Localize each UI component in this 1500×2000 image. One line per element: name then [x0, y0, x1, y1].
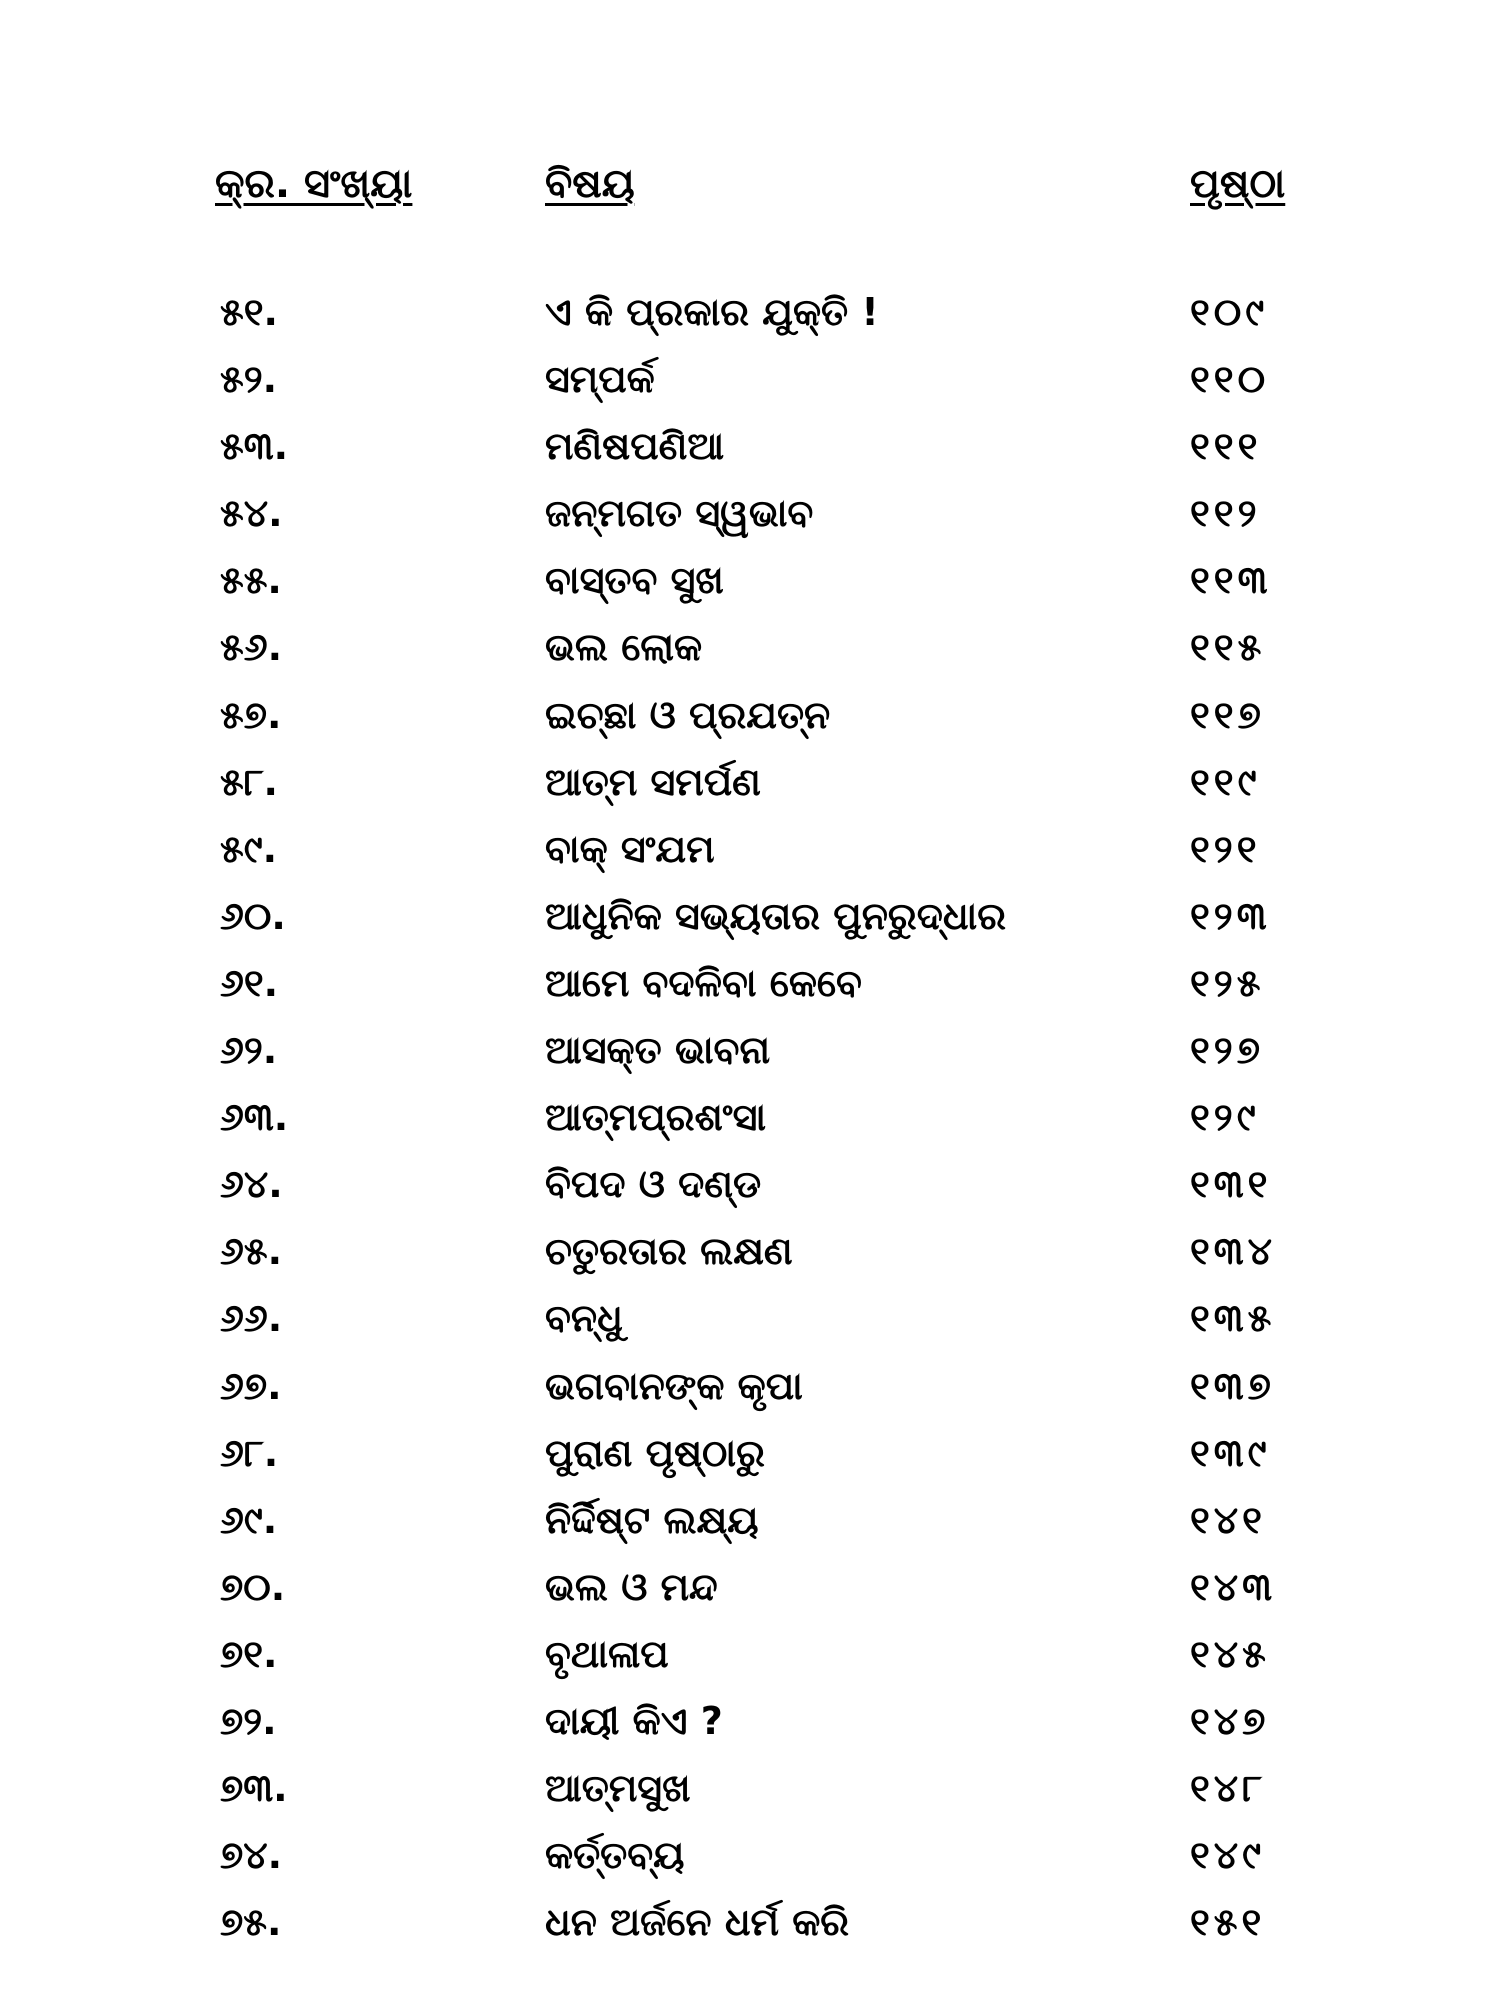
entry-serial-number: ୬୮.	[220, 1430, 279, 1475]
entry-page-number: ୧୩୯	[1190, 1430, 1271, 1475]
entry-page-number: ୧୧୯	[1190, 759, 1261, 804]
contents-entry	[0, 290, 1500, 357]
entry-page-number: ୧୦୯	[1190, 290, 1269, 334]
entry-topic: ଏ କି ପ୍ରକାର ଯୁକ୍ତି !	[545, 290, 879, 334]
entry-serial-number: ୫୧.	[220, 290, 278, 334]
entry-serial-number: ୫୮.	[220, 759, 278, 804]
contents-entry	[0, 1632, 1500, 1699]
serial-number-heading: କ୍ର. ସଂଖ୍ୟା	[215, 161, 413, 207]
entry-page-number: ୧୫୧	[1190, 1900, 1266, 1945]
entry-page-number: ୧୧୧	[1190, 424, 1262, 469]
contents-list	[0, 290, 1500, 1967]
entry-topic: ଜନ୍ମଗତ ସ୍ୱଭାବ	[545, 491, 814, 536]
entry-serial-number: ୭୪.	[220, 1833, 283, 1878]
entry-page-number: ୧୪୮	[1190, 1766, 1266, 1811]
contents-entry	[0, 1565, 1500, 1632]
entry-serial-number: ୬୭.	[220, 1363, 282, 1408]
entry-page-number: ୧୪୩	[1190, 1564, 1277, 1609]
contents-entry	[0, 760, 1500, 827]
entry-page-number: ୧୪୧	[1190, 1497, 1266, 1542]
contents-entry	[0, 961, 1500, 1028]
contents-entry	[0, 1028, 1500, 1095]
entry-serial-number: ୫୪.	[220, 491, 283, 536]
entry-topic: ଚତୁରତାର ଲକ୍ଷଣ	[545, 1229, 793, 1274]
entry-topic: ଇଚ୍ଛା ଓ ପ୍ରଯତ୍ନ	[545, 692, 831, 737]
contents-entry	[0, 1364, 1500, 1431]
entry-page-number: ୧୪୭	[1190, 1698, 1270, 1743]
entry-topic: ଆସକ୍ତ ଭାବନା	[545, 1028, 771, 1073]
contents-entry	[0, 894, 1500, 961]
entry-topic: ବନ୍ଧୁ	[545, 1296, 623, 1341]
entry-page-number: ୧୪୫	[1190, 1631, 1270, 1676]
entry-serial-number: ୬୦.	[220, 893, 286, 938]
entry-page-number: ୧୩୫	[1190, 1296, 1276, 1341]
contents-entry	[0, 357, 1500, 424]
contents-entry	[0, 1833, 1500, 1900]
entry-topic: ଆତ୍ମ ସମର୍ପଣ	[545, 759, 761, 804]
entry-topic: ଭଲ ଲୋକ	[545, 625, 703, 670]
contents-entry	[0, 1229, 1500, 1296]
contents-entry	[0, 827, 1500, 894]
contents-entry	[0, 558, 1500, 625]
contents-entry	[0, 625, 1500, 692]
page-heading: ପୃଷ୍ଠା	[1190, 161, 1286, 207]
entry-serial-number: ୭୦.	[220, 1564, 286, 1609]
entry-page-number: ୧୧୭	[1190, 692, 1265, 737]
entry-page-number: ୧୧୨	[1190, 491, 1261, 536]
entry-topic: ସମ୍ପର୍କ	[545, 357, 655, 402]
entry-topic: ନିର୍ଦ୍ଦିଷ୍ଟ ଲକ୍ଷ୍ୟ	[545, 1497, 759, 1542]
entry-page-number: ୧୧୫	[1190, 625, 1266, 670]
entry-serial-number: ୬୨.	[220, 1028, 278, 1073]
entry-topic: ଭଲ ଓ ମନ୍ଦ	[545, 1564, 718, 1609]
entry-page-number: ୧୩୧	[1190, 1162, 1272, 1207]
entry-topic: ପୁରାଣ ପୃଷ୍ଠାରୁ	[545, 1430, 765, 1475]
entry-page-number: ୧୨୫	[1190, 960, 1265, 1005]
entry-serial-number: ୬୩.	[220, 1095, 289, 1140]
contents-entry	[0, 1900, 1500, 1967]
contents-header-row	[0, 160, 1500, 220]
contents-entry	[0, 1095, 1500, 1162]
entry-topic: ବାସ୍ତବ ସୁଖ	[545, 558, 724, 603]
entry-page-number: ୧୨୯	[1190, 1095, 1260, 1140]
entry-topic: ଧନ ଅର୍ଜନେ ଧର୍ମ କରି	[545, 1900, 850, 1945]
entry-serial-number: ୫୩.	[220, 424, 289, 469]
entry-topic: ଭଗବାନଙ୍କ କୃପା	[545, 1363, 803, 1408]
contents-entry	[0, 1296, 1500, 1363]
entry-serial-number: ୬୧.	[220, 960, 279, 1005]
entry-serial-number: ୫୭.	[220, 692, 282, 737]
entry-topic: ବୃଥାଳାପ	[545, 1631, 669, 1676]
entry-page-number: ୧୧୦	[1190, 357, 1270, 402]
entry-page-number: ୧୩୭	[1190, 1363, 1275, 1408]
contents-entry	[0, 1162, 1500, 1229]
contents-entry	[0, 1766, 1500, 1833]
entry-topic: ବାକ୍ ସଂଯମ	[545, 826, 715, 871]
entry-page-number: ୧୩୪	[1190, 1229, 1277, 1274]
contents-entry	[0, 1431, 1500, 1498]
contents-entry	[0, 1498, 1500, 1565]
contents-entry	[0, 693, 1500, 760]
entry-serial-number: ୭୫.	[220, 1900, 282, 1945]
entry-serial-number: ୬୯.	[220, 1497, 278, 1542]
contents-entry	[0, 424, 1500, 491]
entry-page-number: ୧୧୩	[1190, 558, 1272, 603]
entry-serial-number: ୭୨.	[220, 1698, 277, 1743]
entry-serial-number: ୬୪.	[220, 1162, 283, 1207]
entry-topic: ଆଧୁନିକ ସଭ୍ୟତାର ପୁନରୁଦ୍ଧାର	[545, 893, 1007, 938]
topic-heading: ବିଷୟ	[545, 161, 635, 207]
entry-serial-number: ୫୨.	[220, 357, 278, 402]
entry-topic: ଆମେ ବଦଳିବା କେବେ	[545, 960, 862, 1005]
entry-topic: ଆତ୍ମସୁଖ	[545, 1766, 691, 1811]
entry-topic: ବିପଦ ଓ ଦଣ୍ଡ	[545, 1162, 762, 1207]
entry-topic: ଆତ୍ମପ୍ରଶଂସା	[545, 1095, 767, 1140]
entry-serial-number: ୬୬.	[220, 1296, 283, 1341]
entry-page-number: ୧୪୯	[1190, 1833, 1266, 1878]
contents-entry	[0, 1699, 1500, 1766]
entry-serial-number: ୭୩.	[220, 1766, 288, 1811]
entry-serial-number: ୫୫.	[220, 558, 282, 603]
entry-serial-number: ୫୯.	[220, 826, 278, 871]
entry-serial-number: ୫୬.	[220, 625, 283, 670]
contents-entry	[0, 491, 1500, 558]
entry-serial-number: ୭୧.	[220, 1631, 278, 1676]
entry-topic: ମଣିଷପଣିଆ	[545, 424, 725, 469]
entry-topic: ଦାୟୀ କିଏ ?	[545, 1698, 723, 1743]
entry-page-number: ୧୨୩	[1190, 893, 1271, 938]
entry-page-number: ୧୨୧	[1190, 826, 1261, 871]
entry-page-number: ୧୨୭	[1190, 1028, 1264, 1073]
entry-topic: କର୍ତ୍ତବ୍ୟ	[545, 1833, 685, 1878]
entry-serial-number: ୬୫.	[220, 1229, 283, 1274]
